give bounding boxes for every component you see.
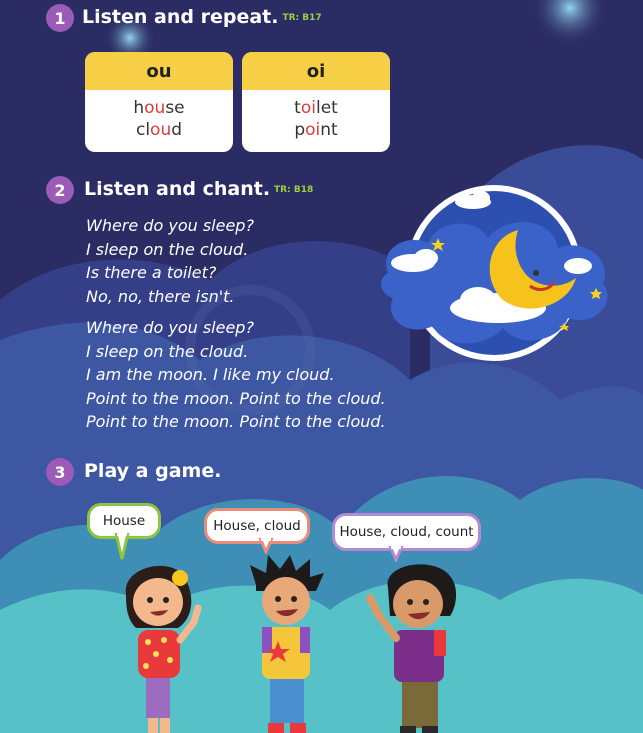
word-house: house (133, 98, 185, 118)
bubble-text: House, cloud, count (339, 524, 474, 540)
chant-verse-2 (86, 316, 386, 434)
moon-on-cloud-illustration (368, 178, 620, 368)
word-point: point (294, 120, 338, 140)
section-1-heading (82, 6, 322, 28)
chant-line: Point to the moon. Point to the cloud. (86, 412, 386, 431)
chant-line: I am the moon. I like my cloud. (86, 365, 335, 384)
chant-line: I sleep on the cloud. (86, 239, 249, 259)
chant-line: Where do you sleep? (86, 318, 254, 337)
bubble-tail (258, 538, 274, 554)
boy-character-right (360, 558, 465, 733)
girl-character (116, 560, 206, 733)
speech-bubble-3 (332, 513, 481, 551)
bubble-tail (114, 533, 130, 561)
section-3-title: Play a game. (84, 460, 222, 482)
word-toilet: toilet (294, 98, 338, 118)
chant-line: Point to the moon. Point to the cloud. (86, 388, 386, 408)
boy-character-middle (248, 555, 328, 733)
chant-line: Is there a toilet? (86, 263, 217, 282)
section-1-track: TR: B17 (282, 12, 322, 23)
word-cloud: cloud (135, 120, 183, 140)
bubble-text: House (102, 513, 146, 529)
section-1-title: Listen and repeat. (82, 6, 279, 28)
card-header: ou (85, 52, 233, 90)
chant-line: I sleep on the cloud. (86, 341, 249, 361)
chant-verse-1 (86, 214, 254, 308)
section-2-track: TR: B18 (274, 184, 314, 195)
section-1-number: 1 (46, 4, 74, 32)
speech-bubble-2 (204, 508, 310, 544)
section-2-title: Listen and chant. (84, 178, 271, 200)
phonics-card-oi (242, 52, 390, 152)
section-2-number: 2 (46, 176, 74, 204)
phonics-card-ou (85, 52, 233, 152)
section-2-heading (84, 178, 313, 200)
section-3-number: 3 (46, 458, 74, 486)
chant-line: No, no, there isn't. (86, 286, 235, 306)
chant-line: Where do you sleep? (86, 216, 254, 235)
card-header: oi (242, 52, 390, 90)
bubble-text: House, cloud (213, 518, 301, 534)
